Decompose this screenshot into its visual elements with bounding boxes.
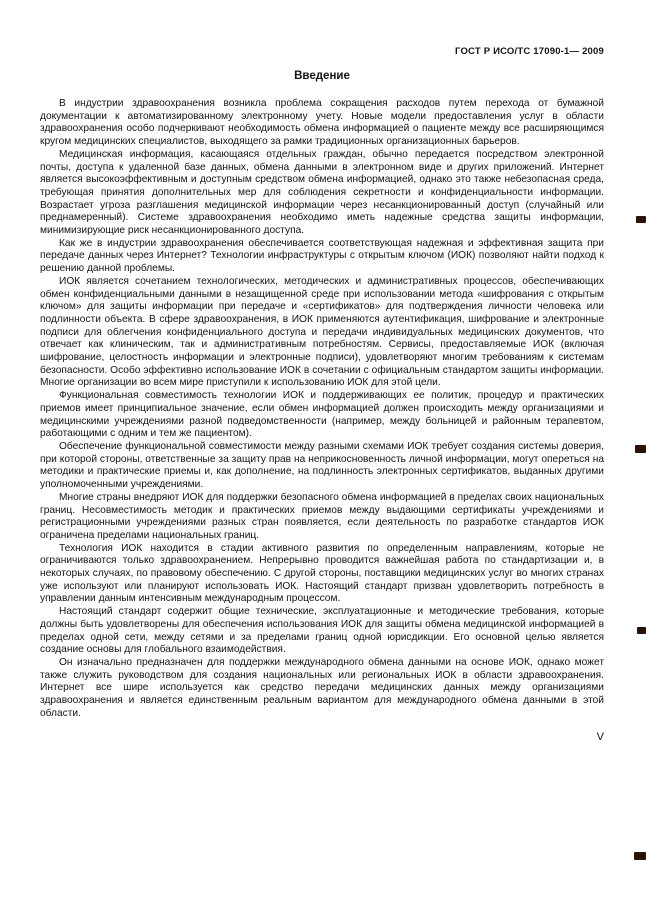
paragraph-10: Он изначально предназначен для поддержки международного обмена данными на основе ИОК, однако может также служить руководством для создания национальных или региональных ИОК в области здравоохранения. Интернет все шире используется как средство передачи медицинских данных между организациями здравоохранения и является единственным реальным вариантом для международного обмена данными в этой области. — [40, 656, 604, 719]
paragraph-2: Медицинская информация, касающаяся отдельных граждан, обычно передается посредством электронной почты, доступа к удаленной базе данных, обмена данными в электронном виде и других приложений. Интернет является высокоэффективным и доступным средством обмена информацией, однако это также небезопасная среда, требующая принятия дополнительных мер для соблюдения секретности и конфиденциальности информации. Возрастает угроза разглашения медицинской информации через несанкционированный доступ (случайный или преднамеренный). Системе здравоохранения необходимо иметь надежные средства защиты информации, минимизирующие риск несанкционированного доступа. — [40, 148, 604, 237]
scan-artifact — [637, 627, 646, 634]
scan-artifact — [636, 216, 646, 223]
paragraph-4: ИОК является сочетанием технологических, методических и административных процессов, обеспечивающих обмен конфиденциальными данными в незащищенной среде при использовании метода «шифрования с открытым ключом» для защиты информации при передаче и «сертификатов» для подтверждения личности человека или подлинности объекта. В сфере здравоохранения, в ИОК применяются аутентификация, шифрование и электронные подписи для облегчения конфиденциального доступа и передачи индивидуальных медицинских документов, что отвечает как клиническим, так и административным потребностям. Сервисы, предоставляемые ИОК (включая шифрование, целостность информации и электронные подписи), удовлетворяют многим требованиям к системам безопасности. Особо эффективно использование ИОК в сочетании с официальным стандартом защиты информации. Многие организации во всем мире приступили к использованию ИОК для этой цели. — [40, 275, 604, 389]
paragraph-7: Многие страны внедряют ИОК для поддержки безопасного обмена информацией в пределах своих национальных границ. Несовместимость методик и практических приемов между выдающими сертификаты учреждениями и регистрационными учреждениями разных стран появляется, если деятельность по разработке стандартов ИОК ограничена пределами национальных границ. — [40, 491, 604, 541]
scan-artifact — [635, 445, 646, 453]
page-number: V — [596, 731, 604, 744]
paragraph-5: Функциональная совместимость технологии ИОК и поддерживающих ее политик, процедур и практических приемов имеет принципиальное значение, если обмен информацией должен происходить между организациями и медицинскими учреждениями разной подведомственности (например, между больницей и районным терапевтом, работающими с одним и тем же пациентом). — [40, 390, 604, 440]
paragraph-6: Обеспечение функциональной совместимости между разными схемами ИОК требует создания системы доверия, при которой стороны, ответственные за защиту прав на неприкосновенность личной информации, могут опереться на методики и практические приемы и, как дополнение, на подлинность электронных сертификатов, выданных другими уполномоченными учреждениями. — [40, 440, 604, 491]
document-body — [40, 98, 604, 720]
document-code-header: ГОСТ Р ИСО/ТС 17090-1— 2009 — [454, 46, 604, 57]
scan-artifact — [634, 852, 646, 860]
page-title: Введение — [294, 70, 350, 82]
paragraph-3: Как же в индустрии здравоохранения обеспечивается соответствующая надежная и эффективная защита при передаче данных через Интернет? Технологии инфраструктуры с открытым ключом (ИОК) позволяют найти подход к решению данной проблемы. — [40, 237, 604, 275]
paragraph-9: Настоящий стандарт содержит общие технические, эксплуатационные и методические требования, которые должны быть удовлетворены для обеспечения использования ИОК для защиты обмена медицинской информацией в пределах одной сети, между сетями и за пределами границ одной юрисдикции. Его основной целью является создание основы для глобального взаимодействия. — [40, 606, 604, 656]
paragraph-1: В индустрии здравоохранения возникла проблема сокращения расходов путем перехода от бумажной документации к автоматизированному электронному учету. Новые модели предоставления услуг в области здравоохранения особо подчеркивают необходимость обмена информацией о пациенте между все расширяющимся кругом медицинских специалистов, выходящего за рамки традиционных организационных барьеров. — [40, 98, 604, 148]
paragraph-8: Технология ИОК находится в стадии активного развития по определенным направлениям, которые не ограничиваются только здравоохранением. Непрерывно проводится важнейшая работа по стандартизации и, в некоторых случаях, по правовому обеспечению. С другой стороны, поставщики медицинских услуг во многих странах уже используют или планируют использовать ИОК. Настоящий стандарт призван удовлетворить потребность в управлении данным интенсивным международным процессом. — [40, 542, 604, 605]
